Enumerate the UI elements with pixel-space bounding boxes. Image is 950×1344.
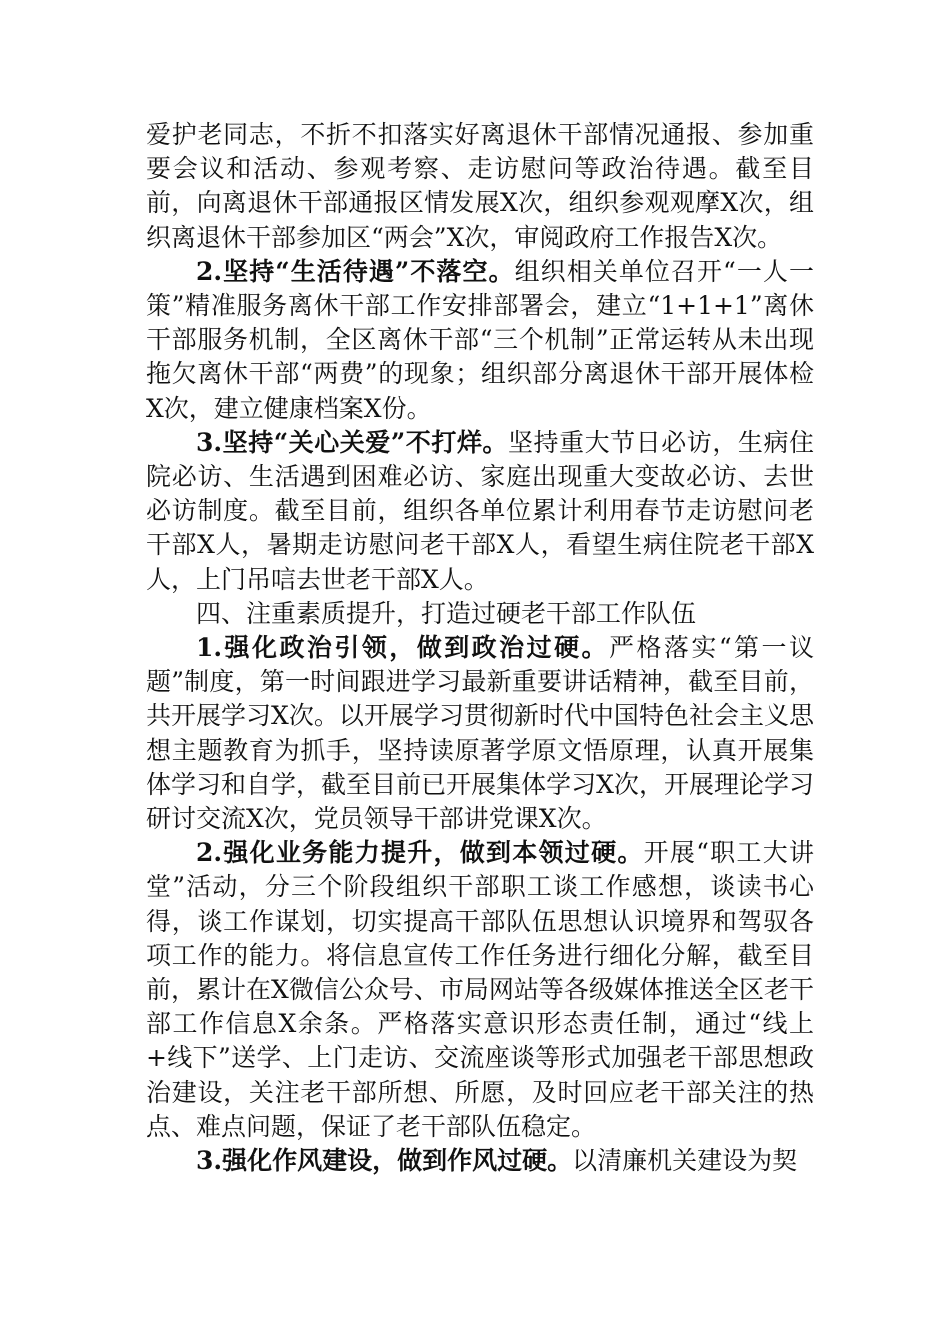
paragraph-lead: 2.强化业务能力提升，做到本领过硬。 — [196, 838, 644, 868]
paragraph-work-style — [146, 1144, 814, 1178]
paragraph-care — [146, 426, 814, 597]
paragraph-political-guidance — [146, 631, 814, 836]
document-page — [146, 118, 814, 1178]
paragraph-lead: 2.坚持“生活待遇”不落空。 — [196, 256, 515, 286]
section-heading: 四、注重素质提升，打造过硬老干部工作队伍 — [196, 598, 697, 628]
paragraph-political-treatment — [146, 118, 814, 255]
paragraph-text: 开展“职工大讲堂”活动，分三个阶段组织干部职工谈工作感想，谈读书心得，谈工作谋划，切实提高干部队伍思想认识境界和驾驭各项工作的能力。将信息宣传工作任务进行细化分解，截至目前，累计在X微信公众号、市局网站等各级媒体推送全区老干部工作信息X余条。严格落实意识形态责任制，通过“线上+线下”送学、上门走访、交流座谈等形式加强老干部思想政治建设，关注老干部所想、所愿，及时回应老干部关注的热点、难点问题，保证了老干部队伍稳定。 — [146, 838, 814, 1141]
paragraph-text: 坚持重大节日必访，生病住院必访、生活遇到困难必访、家庭出现重大变故必访、去世必访制度。截至目前，组织各单位累计利用春节走访慰问老干部X人，暑期走访慰问老干部X人，看望生病住院老干部X人，上门吊唁去世老干部X人。 — [146, 427, 814, 594]
paragraph-business-ability — [146, 836, 814, 1144]
paragraph-lead: 3.强化作风建设，做到作风过硬。 — [196, 1146, 573, 1176]
paragraph-lead: 3.坚持“关心关爱”不打烊。 — [196, 427, 508, 457]
paragraph-lead: 1.强化政治引领，做到政治过硬。 — [196, 633, 609, 663]
paragraph-text: 组织相关单位召开“一人一策”精准服务离休干部工作安排部署会，建立“1+1+1”离休干部服务机制，全区离休干部“三个机制”正常运转从未出现拖欠离休干部“两费”的现象；组织部分离退休干部开展体检X次，建立健康档案X份。 — [146, 256, 814, 423]
paragraph-living-treatment — [146, 255, 814, 426]
paragraph-text: 爱护老同志，不折不扣落实好离退休干部情况通报、参加重要会议和活动、参观考察、走访慰问等政治待遇。截至目前，向离退休干部通报区情发展X次，组织参观观摩X次，组织离退休干部参加区“两会”X次，审阅政府工作报告X次。 — [146, 120, 814, 252]
paragraph-text: 严格落实“第一议题”制度，第一时间跟进学习最新重要讲话精神，截至目前，共开展学习X次。以开展学习贯彻新时代中国特色社会主义思想主题教育为抓手，坚持读原著学原文悟原理，认真开展集体学习和自学，截至目前已开展集体学习X次，开展理论学习研讨交流X次，党员领导干部讲党课X次。 — [146, 633, 814, 834]
paragraph-text: 以清廉机关建设为契 — [572, 1146, 798, 1176]
